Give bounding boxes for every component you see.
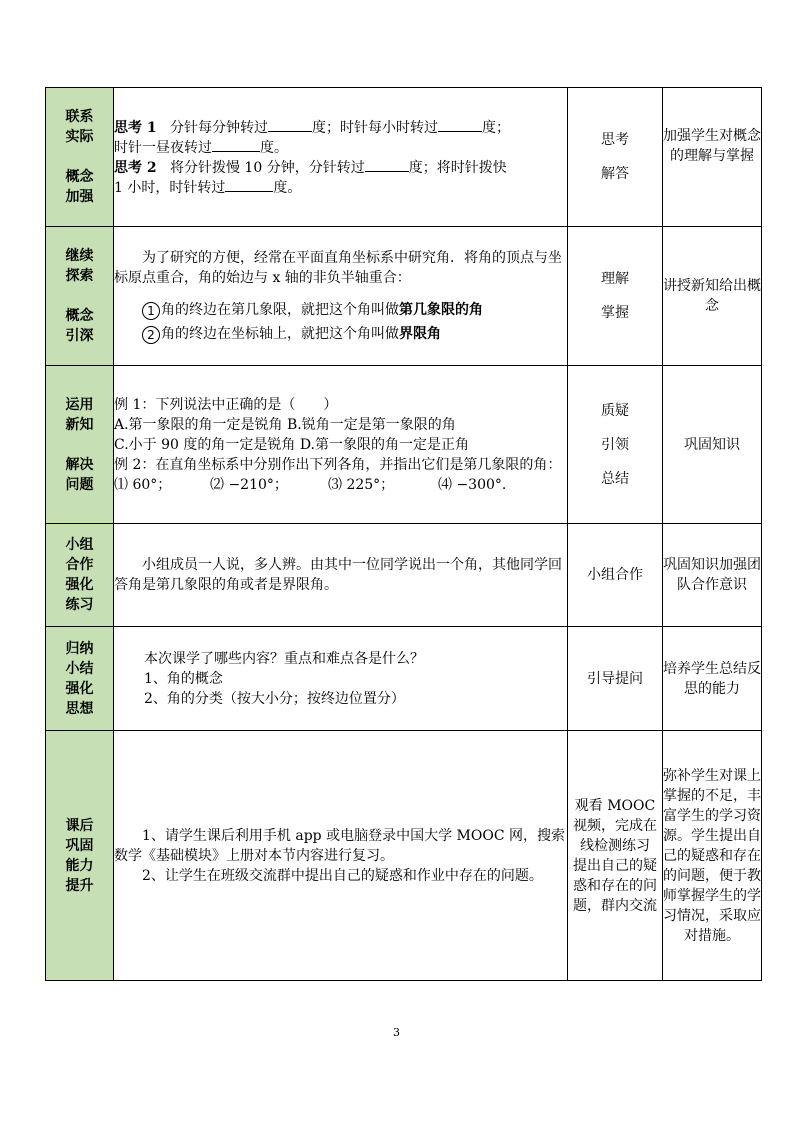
stage-cell: 联系 实际 概念 加强 bbox=[46, 88, 114, 227]
purpose-cell: 培养学生总结反思的能力 bbox=[663, 627, 762, 731]
purpose-cell: 巩固知识 bbox=[663, 366, 762, 524]
purpose-cell: 巩固知识加强团队合作意识 bbox=[663, 524, 762, 627]
activity-cell: 引导提问 bbox=[568, 627, 663, 731]
purpose-cell: 讲授新知给出概念 bbox=[663, 227, 762, 366]
stage-cell: 小组 合作 强化 练习 bbox=[46, 524, 114, 627]
table-row bbox=[46, 366, 762, 524]
content-cell: 为了研究的方便，经常在平面直角坐标系中研究角．将角的顶点与坐标原点重合，角的始边与 x 轴的非负半轴重合： 1 角的终边在第几象限，就把这个角叫做第几象限的角 2 角的终边在坐标轴上，就把这个角叫做界限角 bbox=[114, 227, 568, 366]
stage-cell: 继续 探索 概念 引深 bbox=[46, 227, 114, 366]
table-row bbox=[46, 88, 762, 227]
activity-cell: 小组合作 bbox=[568, 524, 663, 627]
purpose-cell: 弥补学生对课上掌握的不足，丰富学生的学习资源。学生提出自己的疑惑和存在的问题，便于教师掌握学生的学习情况，采取应对措施。 bbox=[663, 731, 762, 981]
activity-cell: 观看 MOOC 视频，完成在线检测练习 提出自己的疑惑和存在的问题，群内交流 bbox=[568, 731, 663, 981]
content-cell: 例 1：下列说法中正确的是（ ） A.第一象限的角一定是锐角 B.锐角一定是第一象限的角 C.小于 90 度的角一定是锐角 D.第一象限的角一定是正角 例 2：在直角坐标系中分别作出下列各角，并指出它们是第几象限的角： ⑴ 60°； ⑵ −210°； ⑶ 225°； ⑷ −300°. bbox=[114, 366, 568, 524]
definition-1: 1 角的终边在第几象限，就把这个角叫做第几象限的角 bbox=[114, 300, 567, 320]
content-cell bbox=[114, 88, 568, 227]
activity-cell: 理解 掌握 bbox=[568, 227, 663, 366]
table-row bbox=[46, 227, 762, 366]
stage-cell: 课后 巩固 能力 提升 bbox=[46, 731, 114, 981]
example-2-options: ⑴ 60°； ⑵ −210°； ⑶ 225°； ⑷ −300°. bbox=[114, 476, 507, 493]
content-cell: 本次课学了哪些内容？重点和难点各是什么？ 1、角的概念 2、角的分类（按大小分；按终边位置分） bbox=[114, 627, 568, 731]
think-1: 思考 1 分针每分钟转过 度；时针每小时转过 度； 时针一昼夜转过 度。 bbox=[114, 120, 510, 156]
think-2: 思考 2 将分针拨慢 10 分钟，分针转过 度；将时针拨快 1 小时，时针转过 度。 bbox=[114, 160, 507, 196]
purpose-cell: 加强学生对概念的理解与掌握 bbox=[663, 88, 762, 227]
table-row bbox=[46, 731, 762, 981]
activity-cell: 质疑 引领 总结 bbox=[568, 366, 663, 524]
table-row bbox=[46, 524, 762, 627]
content-cell: 小组成员一人说，多人辨。由其中一位同学说出一个角，其他同学回答角是第几象限的角或者是界限角。 bbox=[114, 524, 568, 627]
definition-2: 2 角的终边在坐标轴上，就把这个角叫做界限角 bbox=[114, 324, 567, 344]
stage-cell: 归纳 小结 强化 思想 bbox=[46, 627, 114, 731]
table-row bbox=[46, 627, 762, 731]
lesson-plan-table bbox=[45, 87, 762, 981]
content-cell: 1、请学生课后利用手机 app 或电脑登录中国大学 MOOC 网，搜索数学《基础模块》上册对本节内容进行复习。 2、让学生在班级交流群中提出自己的疑惑和作业中存在的问题。 bbox=[114, 731, 568, 981]
stage-cell: 运用 新知 解决 问题 bbox=[46, 366, 114, 524]
activity-cell: 思考 解答 bbox=[568, 88, 663, 227]
page-number: 3 bbox=[393, 1026, 400, 1039]
